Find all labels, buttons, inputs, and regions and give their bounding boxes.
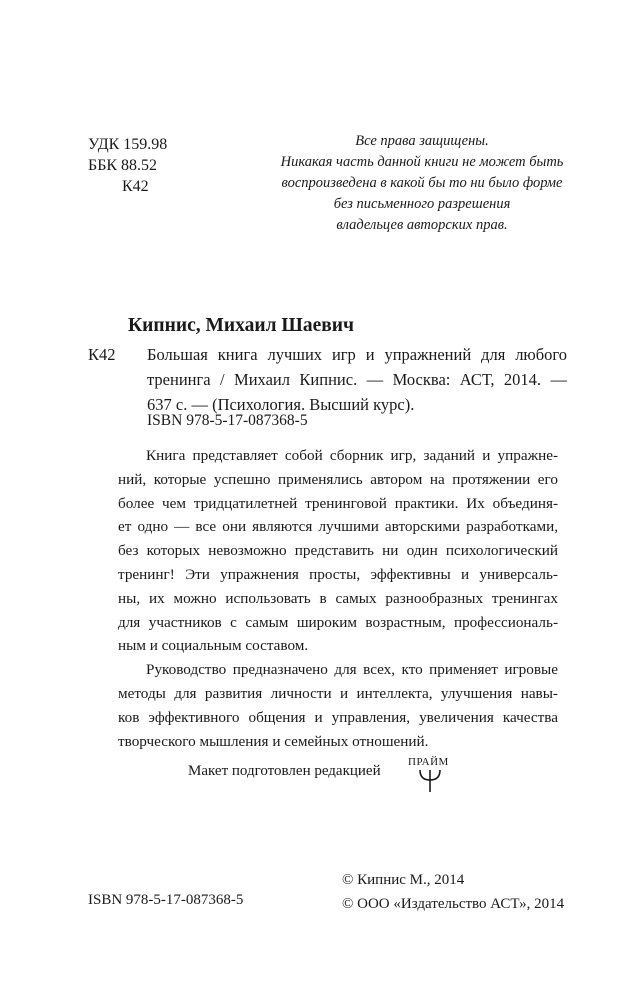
isbn-record: ISBN 978-5-17-087368-5 [147,412,308,429]
annotation [118,444,558,753]
rights-notice [262,131,582,236]
annotation-line: методы для развития личности и интеллекта, улучшения навы- [118,684,558,702]
author-mark-top: К42 [122,178,149,195]
rights-line: Все права защищены. [355,133,489,149]
description-line: Большая книга лучших игр и упражнений для любого [147,345,567,364]
copyright-line: © ООО «Издательство АСТ», 2014 [342,896,565,912]
annotation-line: ков эффективного общения и управления, увеличения качества [118,708,558,726]
copyright-line: © Кипнис М., 2014 [342,872,465,888]
rights-line: воспроизведена в какой бы то ни было форме [281,175,563,191]
annotation-line: ны, их можно использовать в самых разнообразных тренингах [118,589,558,607]
bbk-code: ББК 88.52 [88,157,158,174]
annotation-line: без которых невозможно представить ни один психологический [118,542,558,560]
annotation-line: ний, которые успешно применялись автором на протяжении его [118,470,558,488]
prime-logo-icon [404,756,456,796]
rights-line: без письменного разрешения [333,196,511,212]
udk-code: УДК 159.98 [88,136,168,153]
footer-isbn: ISBN 978-5-17-087368-5 [88,892,244,908]
description-line: 637 с. — (Психология. Высший курс). [147,395,415,414]
prime-logo [404,756,456,796]
annotation-line: тренинг! Эти упражнения просты, эффективны и универсаль- [118,565,558,583]
annotation-line: ет одно — все они являются лучшими авторскими разработками, [118,518,558,536]
rights-line: Никакая часть данной книги не может быть [280,154,564,170]
rights-line: владельцев авторских прав. [336,217,508,233]
bibliographic-description [147,342,567,417]
annotation-line: Книга представляет собой сборник игр, заданий и упражне- [146,447,558,464]
annotation-line: творческого мышления и семейных отношений. [118,732,429,750]
author-name: Кипнис, Михаил Шаевич [128,315,355,336]
prime-logo-text: ПРАЙМ [408,756,449,768]
annotation-line: более чем тридцатилетней тренинговой практики. Их объединя- [118,494,558,512]
imprint-text: Макет подготовлен редакцией [188,763,381,779]
annotation-line: Руководство предназначено для всех, кто применяет игровые [146,661,558,679]
annotation-line: для участников с самым широким возрастным, профессиональ- [118,613,558,631]
author-mark: К42 [88,345,116,364]
description-line: тренинга / Михаил Кипнис. — Москва: АСТ, 2014. — [147,370,567,389]
annotation-line: ным и социальным составом. [118,637,309,655]
copyright [342,868,564,916]
